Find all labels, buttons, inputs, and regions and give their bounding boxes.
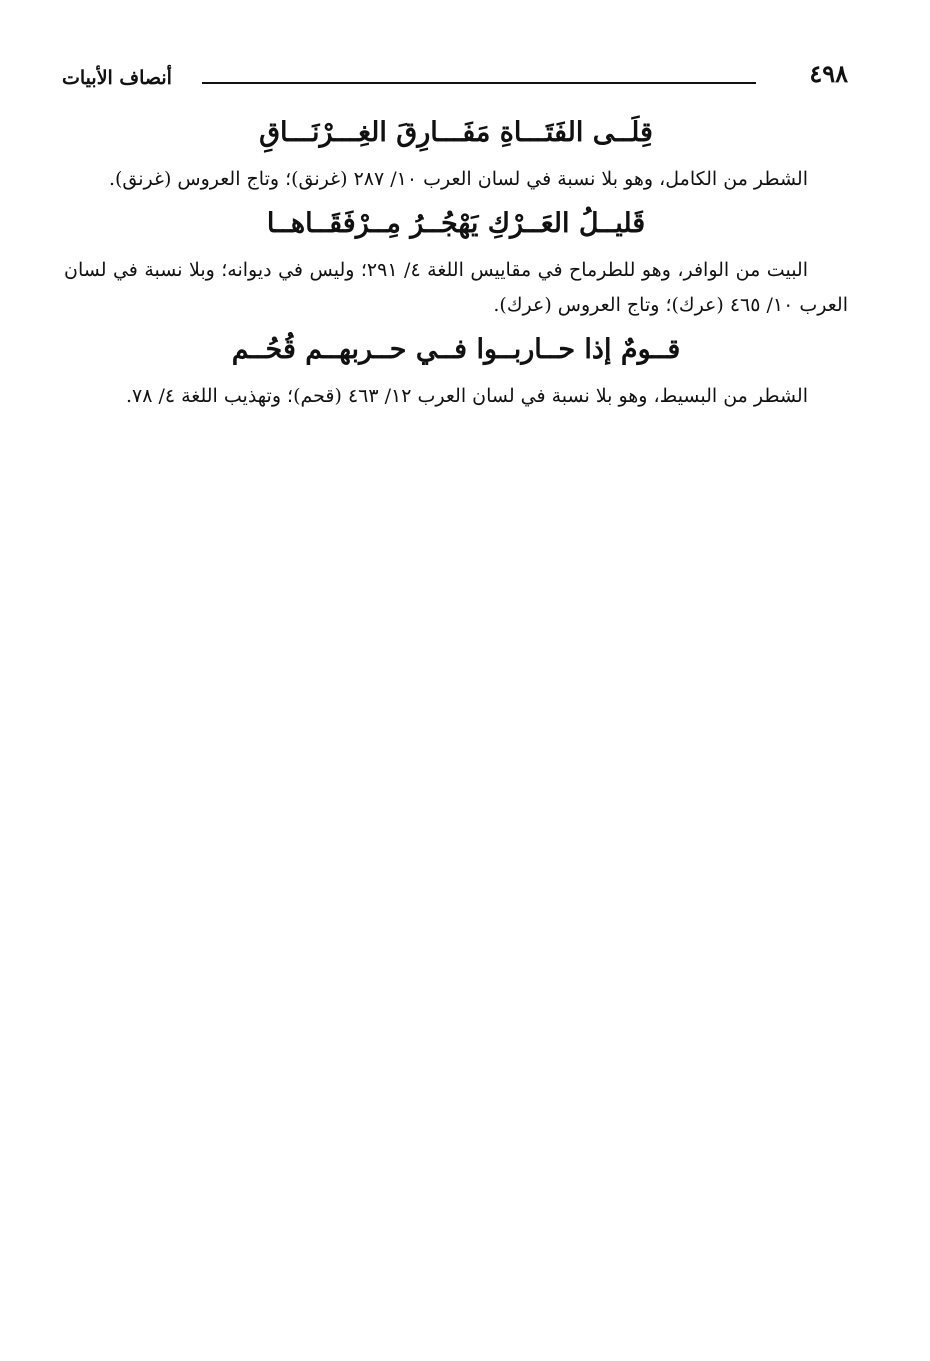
running-title: أنصاف الأبيات: [62, 67, 172, 89]
entry-1: [64, 112, 848, 197]
verse-note: الشطر من الكامل، وهو بلا نسبة في لسان العرب ١٠/ ٢٨٧ (غرنق)؛ وتاج العروس (غرنق).: [108, 168, 808, 190]
header-rule: [202, 82, 756, 84]
verse-line: قَليــلُ العَــرْكِ يَهْجُــرُ مِــرْفَقَــاهــا: [266, 208, 646, 239]
verse-line: قِلَــى الفَتَـــاةِ مَفَـــارِقَ الغِـــرْنَـــاقِ: [259, 117, 653, 148]
page-number: ٤٩٨: [809, 59, 848, 88]
verse-note: البيت من الوافر، وهو للطرماح في مقاييس اللغة ٤/ ٢٩١؛ وليس في ديوانه؛ وبلا نسبة في لسان العرب ١٠/ ٤٦٥ (عرك)؛ وتاج العروس (عرك).: [64, 259, 848, 316]
entries-list: [64, 112, 848, 420]
entry-3: [64, 329, 848, 414]
verse-line: قــومٌ إذا حــاربــوا فــي حــربهــم قُحُــم: [231, 334, 681, 365]
page-header: [62, 58, 848, 94]
verse-note: الشطر من البسيط، وهو بلا نسبة في لسان العرب ١٢/ ٤٦٣ (قحم)؛ وتهذيب اللغة ٤/ ٧٨.: [125, 385, 808, 407]
entry-2: [64, 203, 848, 323]
